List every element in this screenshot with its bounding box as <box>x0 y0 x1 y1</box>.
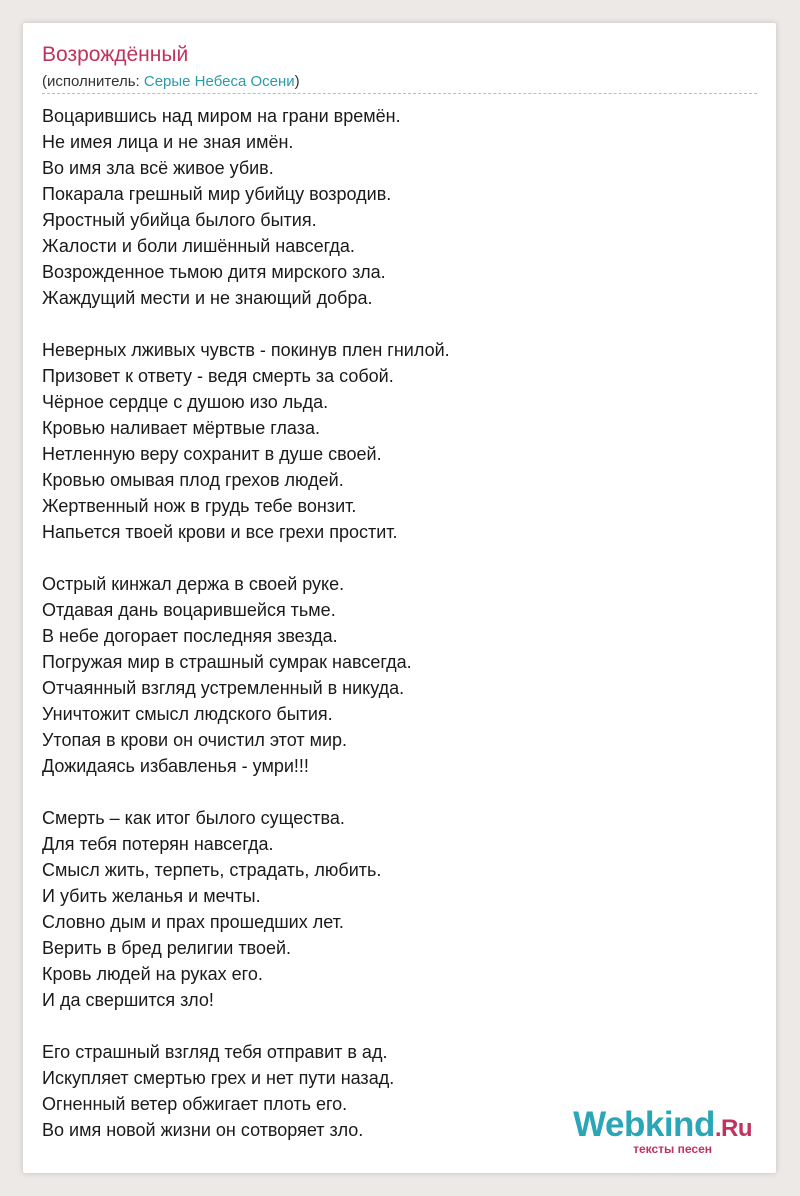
stanza <box>42 337 762 545</box>
lyric-line: Во имя новой жизни он сотворяет зло. <box>42 1120 364 1140</box>
lyric-line: Отдавая дань воцарившейся тьме. <box>42 600 336 620</box>
lyric-line: Нетленную веру сохранит в душе своей. <box>42 444 382 464</box>
lyric-line: Погружая мир в страшный сумрак навсегда. <box>42 652 412 672</box>
lyric-line: Жалости и боли лишённый навсегда. <box>42 236 355 256</box>
logo-wordmark <box>573 1107 752 1147</box>
stanza <box>42 805 762 1013</box>
lyric-line: Отчаянный взгляд устремленный в никуда. <box>42 678 405 698</box>
lyric-line: Кровью омывая плод грехов людей. <box>42 470 344 490</box>
lyric-line: Призовет к ответу - ведя смерть за собой. <box>42 366 394 386</box>
lyrics-body <box>42 103 762 1169</box>
lyric-line: Острый кинжал держа в своей руке. <box>42 574 345 594</box>
lyric-line: Для тебя потерян навсегда. <box>42 834 274 854</box>
lyric-line: Не имея лица и не зная имён. <box>42 132 294 152</box>
lyric-line: Во имя зла всё живое убив. <box>42 158 274 178</box>
logo-tagline: тексты песен <box>633 1142 712 1156</box>
lyric-line: Словно дым и прах прошедших лет. <box>42 912 344 932</box>
lyric-line: Жертвенный нож в грудь тебе вонзит. <box>42 496 357 516</box>
artist-prefix: (исполнитель: <box>42 73 144 90</box>
lyric-line: Возрожденное тьмою дитя мирского зла. <box>42 262 386 282</box>
lyric-line: Верить в бред религии твоей. <box>42 938 292 958</box>
lyric-line: И убить желанья и мечты. <box>42 886 261 906</box>
song-title: Возрождённый <box>42 43 189 66</box>
lyric-line: Покарала грешный мир убийцу возродив. <box>42 184 392 204</box>
lyric-line: Искупляет смертью грех и нет пути назад. <box>42 1068 395 1088</box>
artist-suffix: ) <box>294 73 300 90</box>
lyric-line: Яростный убийца былого бытия. <box>42 210 317 230</box>
stanza <box>42 103 762 311</box>
lyric-line: Смысл жить, терпеть, страдать, любить. <box>42 860 382 880</box>
lyric-line: Чёрное сердце с душою изо льда. <box>42 392 329 412</box>
artist-line <box>42 72 300 92</box>
lyric-line: Воцарившись над миром на грани времён. <box>42 106 401 126</box>
logo-tld: .Ru <box>714 1115 752 1142</box>
lyric-line: Дожидаясь избавленья - умри!!! <box>42 756 309 776</box>
logo-name: Webkind <box>573 1105 715 1144</box>
title-divider <box>42 93 757 94</box>
lyric-line: Смерть – как итог былого существа. <box>42 808 345 828</box>
lyric-line: Огненный ветер обжигает плоть его. <box>42 1094 348 1114</box>
lyric-line: Утопая в крови он очистил этот мир. <box>42 730 348 750</box>
lyric-line: Его страшный взгляд тебя отправит в ад. <box>42 1042 388 1062</box>
site-logo[interactable] <box>573 1107 752 1155</box>
artist-link[interactable]: Серые Небеса Осени <box>143 73 295 90</box>
lyric-line: И да свершится зло! <box>42 990 214 1010</box>
lyric-line: Кровь людей на руках его. <box>42 964 263 984</box>
lyric-line: Кровью наливает мёртвые глаза. <box>42 418 320 438</box>
lyric-line: Жаждущий мести и не знающий добра. <box>42 288 373 308</box>
lyric-line: Напьется твоей крови и все грехи простит. <box>42 522 398 542</box>
stanza <box>42 571 762 779</box>
lyric-line: Уничтожит смысл людского бытия. <box>42 704 333 724</box>
lyric-line: Неверных лживых чувств - покинув плен гнилой. <box>42 340 450 360</box>
lyric-line: В небе догорает последняя звезда. <box>42 626 338 646</box>
lyrics-sheet <box>23 23 776 1173</box>
